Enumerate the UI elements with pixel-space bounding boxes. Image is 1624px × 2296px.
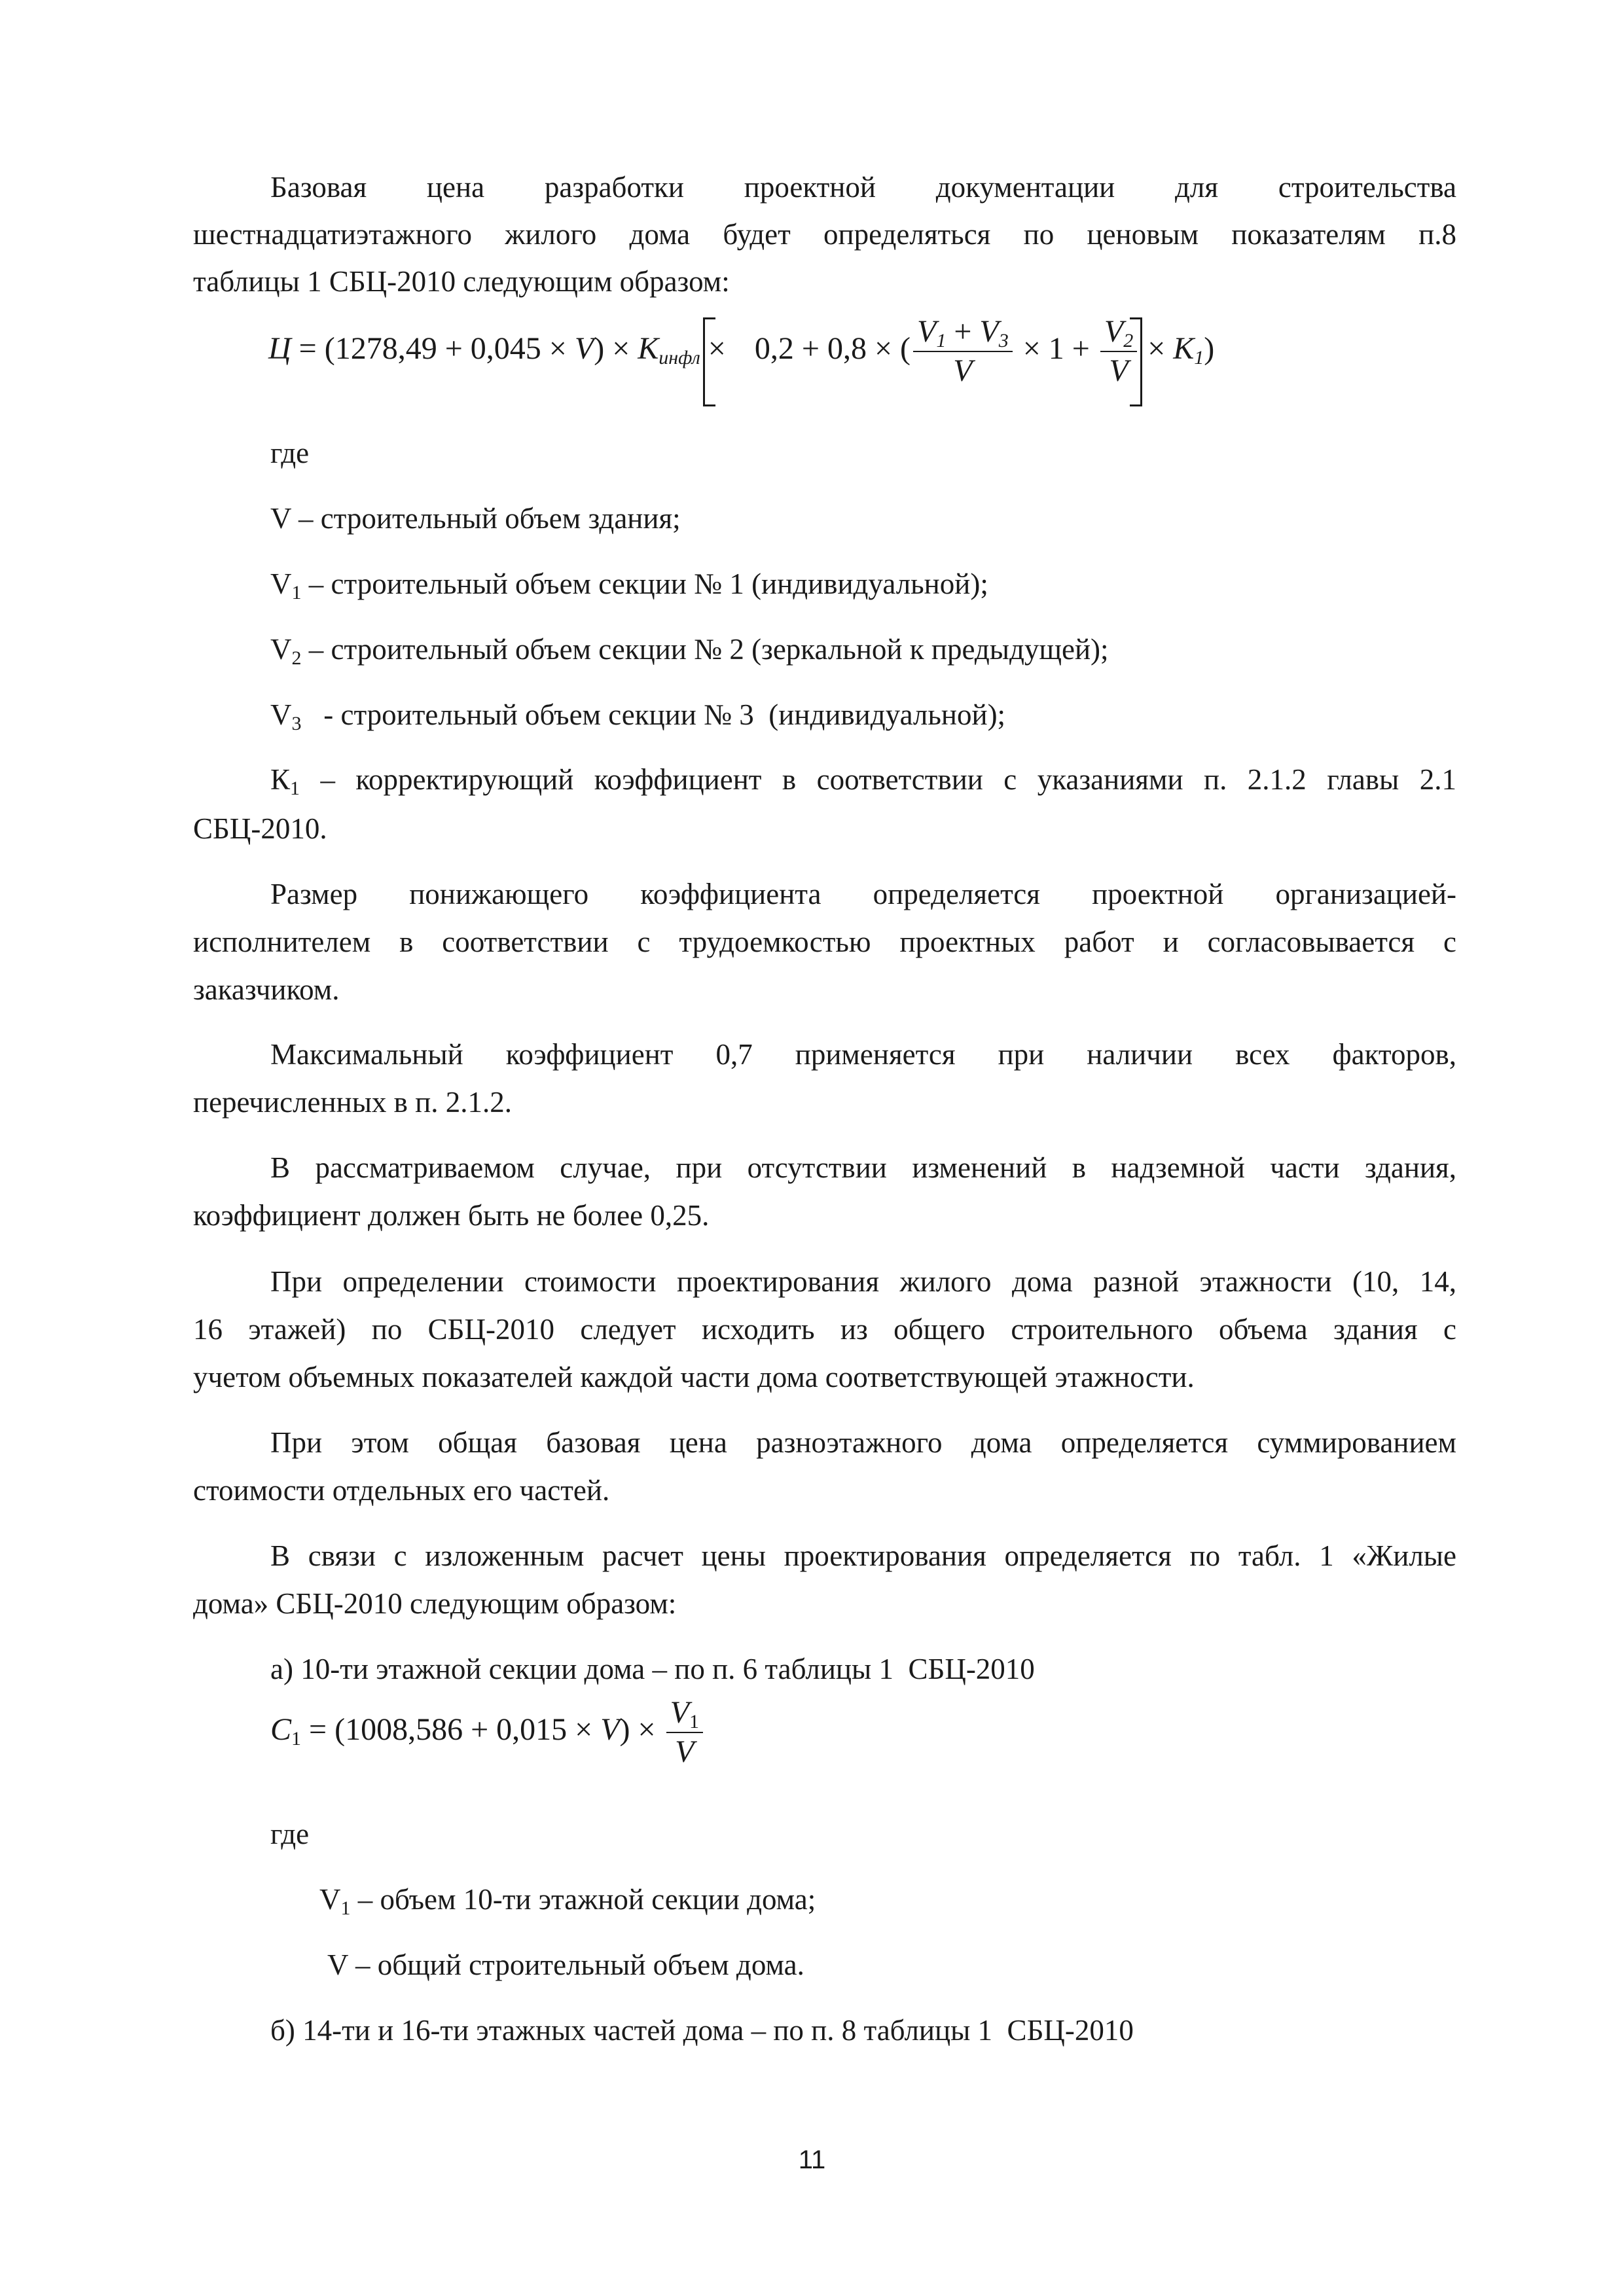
formula2-num-sub: 1 bbox=[689, 1711, 699, 1732]
formula-times: × bbox=[700, 331, 734, 367]
frac1-v3-sub: 3 bbox=[998, 330, 1009, 351]
def2-v1-text: – объем 10-ти этажной секции дома; bbox=[350, 1883, 816, 1916]
para4-line1: В рассматриваемом случае, при отсутствии изменений в надземной части здания, bbox=[270, 1151, 1456, 1184]
formula-v: V bbox=[574, 331, 594, 367]
formula-price bbox=[268, 313, 1214, 390]
para4-line2: коэффициент должен быть не более 0,25. bbox=[193, 1199, 710, 1232]
right-bracket bbox=[1130, 317, 1142, 406]
frac1-plus: + bbox=[946, 314, 980, 349]
para5-line1: При определении стоимости проектирования жилого дома разной этажности (10, 14, bbox=[270, 1265, 1456, 1298]
para7-line2: дома» СБЦ-2010 следующим образом: bbox=[193, 1587, 677, 1620]
def2-v1-sym: V bbox=[319, 1883, 341, 1916]
def-v2 bbox=[270, 630, 1109, 669]
def2-v bbox=[327, 1945, 804, 1984]
def-v2-sub: 2 bbox=[291, 647, 302, 669]
def-v1-text: – строительный объем секции № 1 (индивидуальной); bbox=[301, 567, 988, 600]
formula-b4: ) bbox=[1204, 331, 1215, 367]
def-k1-text: – корректирующий коэффициент в соответствии с указаниями п. 2.1.2 главы 2.1 bbox=[300, 763, 1456, 796]
formula2-frac bbox=[666, 1694, 703, 1771]
def-k1-line1 bbox=[193, 756, 1456, 803]
item-b: б) 14-ти и 16-ти этажных частей дома – по п. 8 таблицы 1 СБЦ-2010 bbox=[270, 2014, 1134, 2047]
para1-line3: таблицы 1 СБЦ-2010 следующим образом: bbox=[193, 265, 730, 298]
def-v1 bbox=[270, 564, 988, 603]
formula-lhs: Ц bbox=[268, 331, 291, 367]
frac1-v1-sub: 1 bbox=[936, 330, 947, 351]
def-v3-sub: 3 bbox=[291, 713, 302, 734]
left-bracket bbox=[703, 317, 715, 406]
formula-k-sub: инфл bbox=[659, 347, 700, 369]
def-k1-sym: К bbox=[270, 763, 291, 796]
def-v3 bbox=[270, 695, 1005, 734]
where-label-1: где bbox=[270, 437, 310, 469]
def-v3-text: - строительный объем секции № 3 (индивидуальной); bbox=[301, 698, 1006, 731]
para2-line2: исполнителем в соответствии с трудоемкостью проектных работ и согласовывается с bbox=[193, 925, 1456, 958]
def-v1-sym: V bbox=[270, 567, 292, 600]
para5-line2: 16 этажей) по СБЦ-2010 следует исходить из общего строительного объема здания с bbox=[193, 1313, 1456, 1346]
def-v bbox=[270, 499, 681, 538]
para5-line3: учетом объемных показателей каждой части дома соответствующей этажности. bbox=[193, 1361, 1195, 1393]
def2-v-text: – общий строительный объем дома. bbox=[348, 1948, 804, 1981]
para2-line1: Размер понижающего коэффициента определяется проектной организацией- bbox=[270, 878, 1456, 910]
formula-close: ) × bbox=[594, 331, 638, 367]
formula-frac1 bbox=[913, 313, 1013, 390]
where-label-2: где bbox=[270, 1818, 310, 1850]
formula-eq: = bbox=[298, 331, 317, 367]
para6-line2: стоимости отдельных его частей. bbox=[193, 1474, 610, 1507]
frac1-den: V bbox=[953, 353, 973, 388]
def-v1-sub: 1 bbox=[291, 582, 302, 603]
def-v-text: – строительный объем здания; bbox=[291, 502, 681, 535]
para2-line3: заказчиком. bbox=[193, 973, 340, 1006]
def-v2-text: – строительный объем секции № 2 (зеркальной к предыдущей); bbox=[301, 633, 1109, 666]
para3-line1: Максимальный коэффициент 0,7 применяется при наличии всех факторов, bbox=[270, 1038, 1456, 1071]
frac1-v3: V bbox=[979, 314, 999, 349]
def-k1-sub: 1 bbox=[290, 778, 300, 799]
def2-v-sym: V bbox=[327, 1948, 348, 1981]
formula-k: K bbox=[638, 331, 659, 367]
formula-b2: × 1 + bbox=[1015, 331, 1098, 367]
formula2-v: V bbox=[600, 1712, 620, 1748]
para7-line1: В связи с изложенным расчет цены проектирования определяется по табл. 1 «Жилые bbox=[270, 1539, 1456, 1572]
def-k1-line2: СБЦ-2010. bbox=[193, 812, 327, 845]
def2-v1 bbox=[319, 1880, 816, 1919]
para6-line1: При этом общая базовая цена разноэтажного дома определяется суммированием bbox=[270, 1426, 1456, 1459]
formula-b3: × bbox=[1140, 331, 1174, 367]
formula2-num: V bbox=[670, 1695, 689, 1730]
para1-line1: Базовая цена разработки проектной документации для строительства bbox=[270, 171, 1456, 204]
formula-k1: K bbox=[1173, 331, 1195, 367]
formula2-den: V bbox=[675, 1734, 695, 1769]
formula2-close: ) × bbox=[619, 1712, 664, 1748]
formula-c1 bbox=[270, 1694, 706, 1771]
frac2-v2-sub: 2 bbox=[1123, 330, 1134, 351]
frac2-v2: V bbox=[1104, 314, 1124, 349]
formula2-eq: = (1008,586 + 0,015 × bbox=[301, 1712, 601, 1748]
item-a: а) 10-ти этажной секции дома – по п. 6 таблицы 1 СБЦ-2010 bbox=[270, 1653, 1035, 1685]
frac1-v1: V bbox=[917, 314, 937, 349]
formula-b1: 0,2 + 0,8 × ( bbox=[754, 331, 911, 367]
def-v-sym: V bbox=[270, 502, 291, 535]
formula-k1-sub: 1 bbox=[1194, 347, 1204, 369]
def-v3-sym: V bbox=[270, 698, 292, 731]
def2-v1-sub: 1 bbox=[340, 1897, 351, 1919]
page-number: 11 bbox=[798, 2145, 826, 2174]
para1-line2: шестнадцатиэтажного жилого дома будет определяться по ценовым показателям п.8 bbox=[193, 218, 1456, 251]
frac2-den: V bbox=[1109, 353, 1128, 388]
formula2-lhs-sub: 1 bbox=[291, 1728, 302, 1750]
def-v2-sym: V bbox=[270, 633, 292, 666]
formula2-lhs: C bbox=[270, 1712, 292, 1748]
para3-line2: перечисленных в п. 2.1.2. bbox=[193, 1086, 513, 1119]
formula-open: (1278,49 + 0,045 × bbox=[324, 331, 575, 367]
